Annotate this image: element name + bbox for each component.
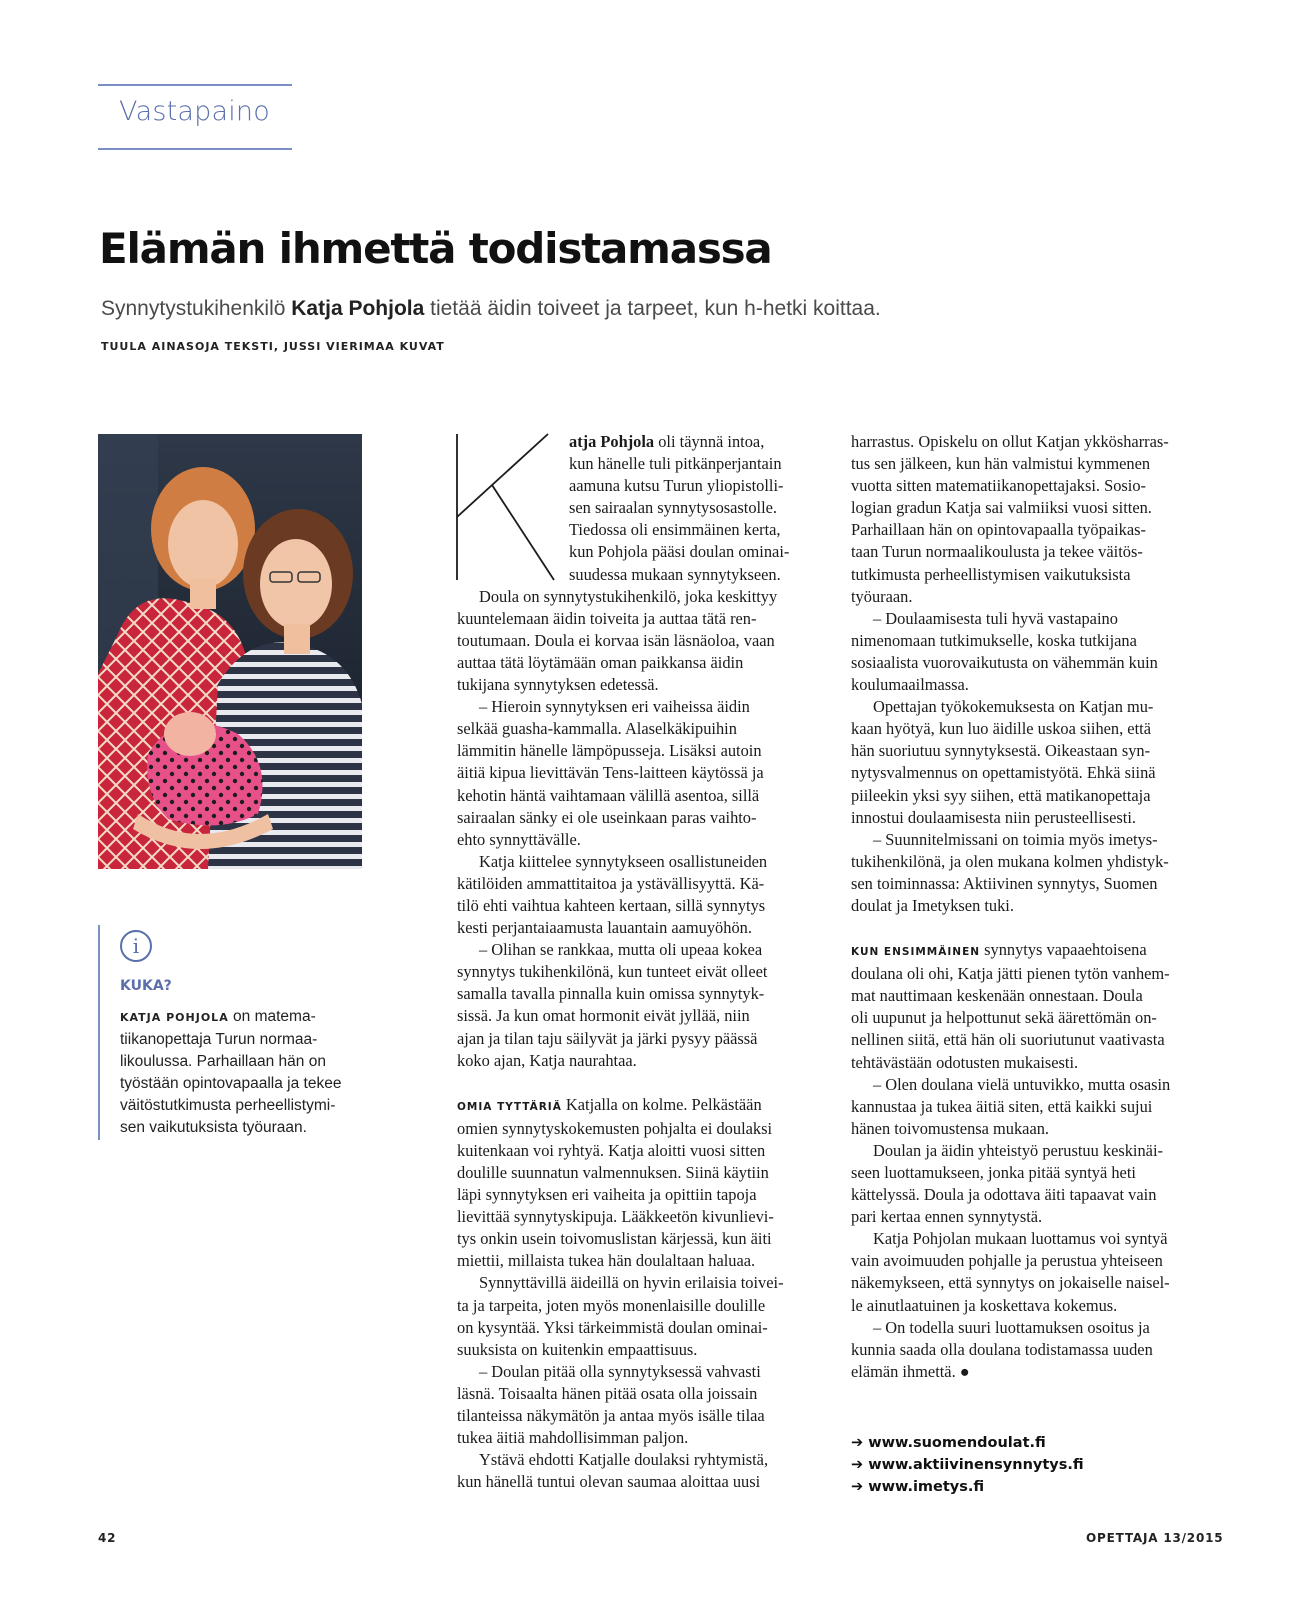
text-line: tehtävästään odotusten mukaisesti. — [851, 1052, 1079, 1072]
text-line: kätilöiden ammattitaitoa ja ystävällisyyttä. Kä- — [457, 873, 765, 893]
text-line: doulille suunnatun valmennuksen. Siinä käytiin — [457, 1163, 769, 1182]
text-line: kannustaa ja tukea äitiä siten, että kaikki sujui — [851, 1096, 1153, 1116]
page-number: 42 — [98, 1531, 117, 1545]
text-line: sen toiminnassa: Aktiivinen synnytys, Suomen — [851, 873, 1158, 893]
text-line: tilanteissa näkymätön ja antaa myös isälle tilaa — [457, 1406, 765, 1426]
text-line: doulana oli ohi, Katja jätti pienen tytön vanhem- — [851, 964, 1170, 984]
text-line: auttaa tätä löytämään oman paikkansa äidin — [457, 652, 744, 672]
text-line: sairaalan sänky ei ole useinkaan paras vaihto- — [457, 807, 757, 827]
text-line: – Olihan se rankkaa, mutta oli upeaa kokea — [479, 940, 763, 960]
text-line: le ainutlaatuinen ja koskettava kokemus. — [851, 1295, 1118, 1315]
text-line: Parhaillaan hän on opintovapaalla työpaikas- — [851, 520, 1146, 540]
link-aktiivinensynnytys[interactable]: ➔ www.aktiivinensynnytys.fi — [851, 1457, 1084, 1473]
info-icon: i — [120, 930, 152, 962]
link-suomendoulat[interactable]: ➔ www.suomendoulat.fi — [851, 1435, 1046, 1451]
text-line: kuuntelemaan äidin toiveita ja auttaa tätä ren- — [457, 608, 757, 628]
text-line: Ystävä ehdotti Katjalle doulaksi ryhtymistä, — [479, 1450, 769, 1470]
text-line: – Suunnitelmissani on toimia myös imetys- — [873, 829, 1158, 849]
text-line: Synnyttävillä äideillä on hyvin erilaisia toivei- — [479, 1273, 784, 1293]
text-line: Katja kiittelee synnytykseen osallistuneiden — [479, 851, 768, 871]
text-line: – On todella suuri luottamuksen osoitus ja — [873, 1317, 1150, 1337]
text-line: oli uupunut ja helpottunut sekä äärettömän on- — [851, 1008, 1157, 1028]
text-line: nimenomaan tutkimukselle, koska tutkijana — [851, 630, 1137, 650]
text-line: koko ajan, Katja naurahtaa. — [457, 1050, 637, 1070]
article-column-2 — [851, 431, 1231, 1383]
section-label: Vastapaino — [119, 96, 270, 127]
text-line: piileekin yksi syy siihen, että matikanopettaja — [851, 785, 1151, 805]
section-rule-bottom — [98, 148, 292, 150]
body-paragraphs-2 — [457, 1272, 817, 1493]
text-line: seen luottamukseen, jonka pitää syntyä heti — [851, 1163, 1136, 1182]
text-line: hän suoriutuu synnytyksestä. Oikeastaan syn- — [851, 741, 1151, 761]
text-line: – Hieroin synnytyksen eri vaiheissa äidin — [479, 697, 750, 717]
text-line: tutkimusta perheellistymisen vaikutuksista — [851, 564, 1131, 584]
lead: Synnytystukihenkilö Katja Pohjola tietää äidin toiveet ja tarpeet, kun h-hetki koittaa. — [101, 297, 881, 320]
section-rule-top — [98, 84, 292, 86]
text-line: tilö ehti vaihtua kahteen kertaan, sillä synnytys — [457, 895, 766, 915]
text-line: sissä. Ja kun omat hormonit eivät jyllää, niin — [457, 1006, 750, 1026]
body-paragraphs-3 — [851, 431, 1231, 917]
text-line: hänen toivomustensa mukaan. — [851, 1118, 1050, 1138]
text-line: samalla tavalla pinnalla kuin omissa synnytyk- — [457, 984, 765, 1004]
link-list — [851, 1432, 1084, 1498]
subhead-paragraph: OMIA TYTTÄRIÄ Katjalla on kolme. Pelkästään — [457, 1094, 762, 1114]
info-text: KATJA POHJOLA on matema- tiikanopettaja Turun normaa- likoulussa. Parhaillaan hän on työstään opintovapaalla ja tekee väitöstutkimusta perheellistymi- sen vaikutuksista työuraan. — [120, 1008, 342, 1136]
text-line: tys onkin usein toivomuslistan kärjessä, kun äiti — [457, 1229, 772, 1249]
text-line: Doulan ja äidin yhteistyö perustuu keskinäi- — [873, 1140, 1163, 1160]
subhead-lines-1 — [457, 1118, 817, 1273]
text-line: läsnä. Toisaalta hänen pitää osata olla joissain — [457, 1383, 758, 1403]
text-line: synnytys tukihenkilönä, kun tunteet eivät olleet — [457, 962, 768, 982]
text-line: tus sen jälkeen, kun hän valmistui kymmenen — [851, 454, 1151, 474]
byline: TUULA AINASOJA TEKSTI, JUSSI VIERIMAA KUVAT — [101, 340, 445, 353]
text-line: mat nauttimaan keskenään onnestaan. Doula — [851, 986, 1143, 1006]
text-line: ajan ja tilan taju säilyvät ja järki pysyy päässä — [457, 1028, 758, 1048]
text-line: Opettajan työkokemuksesta on Katjan mu- — [873, 697, 1154, 717]
text-line: kehotin häntä vaihtamaan välillä asentoa, sillä — [457, 785, 760, 805]
text-line: Doula on synnytystukihenkilö, joka keskittyy — [479, 586, 778, 606]
text-line: doulat ja Imetyksen tuki. — [851, 895, 1014, 915]
photo-katja-pohjola — [98, 434, 362, 869]
text-line: on kysyntää. Yksi tärkeimmistä doulan ominai- — [457, 1317, 768, 1337]
text-line: toutumaan. Doula ei korvaa isän läsnäoloa, vaan — [457, 630, 775, 650]
text-line: ehto synnyttävälle. — [457, 829, 581, 849]
text-line: tukihenkilönä, ja olen mukana kolmen yhdistyk- — [851, 851, 1169, 871]
text-line: työuraan. — [851, 586, 913, 606]
text-line: miettii, millaista tukea hän doulaltaan haluaa. — [457, 1251, 756, 1271]
photo-illustration — [98, 434, 362, 869]
subhead-paragraph-2: KUN ENSIMMÄINEN synnytys vapaaehtoisena — [851, 940, 1147, 960]
text-line: – Doulan pitää olla synnytyksessä vahvasti — [479, 1361, 761, 1381]
text-line: selkää guasha-kammalla. Alaselkäkipuihin — [457, 719, 737, 739]
text-line: elämän ihmettä. ● — [851, 1361, 970, 1381]
text-line: koulumaailmassa. — [851, 675, 969, 695]
text-line: kunnia saada olla doulana todistamassa uuden — [851, 1339, 1153, 1359]
text-line: kuitenkaan voi ryhtyä. Katja aloitti vuosi sitten — [457, 1140, 766, 1160]
headline: Elämän ihmettä todistamassa — [99, 224, 772, 273]
magazine-issue: OPETTAJA 13/2015 — [1086, 1531, 1224, 1545]
link-imetys[interactable]: ➔ www.imetys.fi — [851, 1479, 985, 1495]
text-line: kättelyssä. Doula ja odottava äiti tapaavat vain — [851, 1185, 1157, 1205]
text-line: kaan hyötyä, kun luo äidille uskoa siihen, että — [851, 719, 1151, 739]
intro-block: atja Pohjola oli täynnä intoa, kun hänelle tuli pitkänperjantain aamuna kutsu Turun yliopistolli- sen sairaalan synnytysosastolle. Tiedossa oli ensimmäinen kerta, kun Pohjola pääsi doulan ominai- suudessa mukaan synnytykseen. — [569, 432, 790, 584]
text-line: kesti perjantaiaamusta lauantain aamuyöhön. — [457, 918, 752, 938]
text-line: taan Turun normaalikoulusta ja tekee väitös- — [851, 542, 1143, 562]
text-line: innostui doulaamisesta niin perusteellisesti. — [851, 807, 1136, 827]
text-line: – Olen doulana vielä untuvikko, mutta osasin — [873, 1074, 1171, 1094]
article-column-1 — [457, 431, 817, 1493]
text-line: pari kertaa ennen synnytystä. — [851, 1207, 1043, 1227]
text-line: tukea äitiä mahdollisimman paljon. — [457, 1428, 689, 1448]
text-line: vain avoimuuden pohjalle ja perustua yhteiseen — [851, 1251, 1163, 1271]
text-line: ta ja tarpeita, joten myös monenlaisille doulille — [457, 1295, 766, 1315]
text-line: lämmitin hänelle lämpöpusseja. Lisäksi autoin — [457, 741, 762, 761]
text-line: läpi synnytyksen eri vaiheita ja opittiin tapoja — [457, 1185, 757, 1205]
body-paragraphs-4 — [851, 1074, 1231, 1383]
text-line: näkemykseen, että synnytys on jokaiselle naisel- — [851, 1273, 1170, 1293]
text-line: harrastus. Opiskelu on ollut Katjan ykkösharras- — [851, 432, 1169, 451]
text-line: nellinen siitä, että hän oli suoriutunut vaativasta — [851, 1030, 1165, 1050]
text-line: vuotta sitten matematiikanopettajaksi. Sosio- — [851, 476, 1146, 496]
subhead-lines-2 — [851, 963, 1231, 1073]
text-line: logian gradun Katja sai valmiiksi vuosi sitten. — [851, 498, 1152, 518]
text-line: tukijana synnytyksen edetessä. — [457, 675, 659, 695]
lead-name: Katja Pohjola — [291, 297, 425, 320]
text-line: suuksista on kuitenkin empaattisuus. — [457, 1339, 698, 1359]
text-line: sosiaalista vuorovaikutusta on vähemmän kuin — [851, 652, 1158, 672]
text-line: äitiä kipua lievittävän Tens-laitteen käytössä ja — [457, 763, 764, 783]
text-line: – Doulaamisesta tuli hyvä vastapaino — [873, 608, 1118, 628]
text-line: nytysvalmennus on opettamistyötä. Ehkä siinä — [851, 763, 1156, 783]
text-line: kun hänellä tuntui olevan saumaa aloittaa uusi — [457, 1472, 761, 1492]
info-heading: KUKA? — [120, 978, 172, 994]
text-line: lievittää synnytyskipuja. Lääkkeetön kivunlievi- — [457, 1207, 774, 1227]
text-line: omien synnytyskokemusten pohjalta ei doulaksi — [457, 1118, 773, 1138]
text-line: Katja Pohjolan mukaan luottamus voi syntyä — [873, 1229, 1168, 1249]
body-paragraphs-1 — [457, 586, 817, 1072]
